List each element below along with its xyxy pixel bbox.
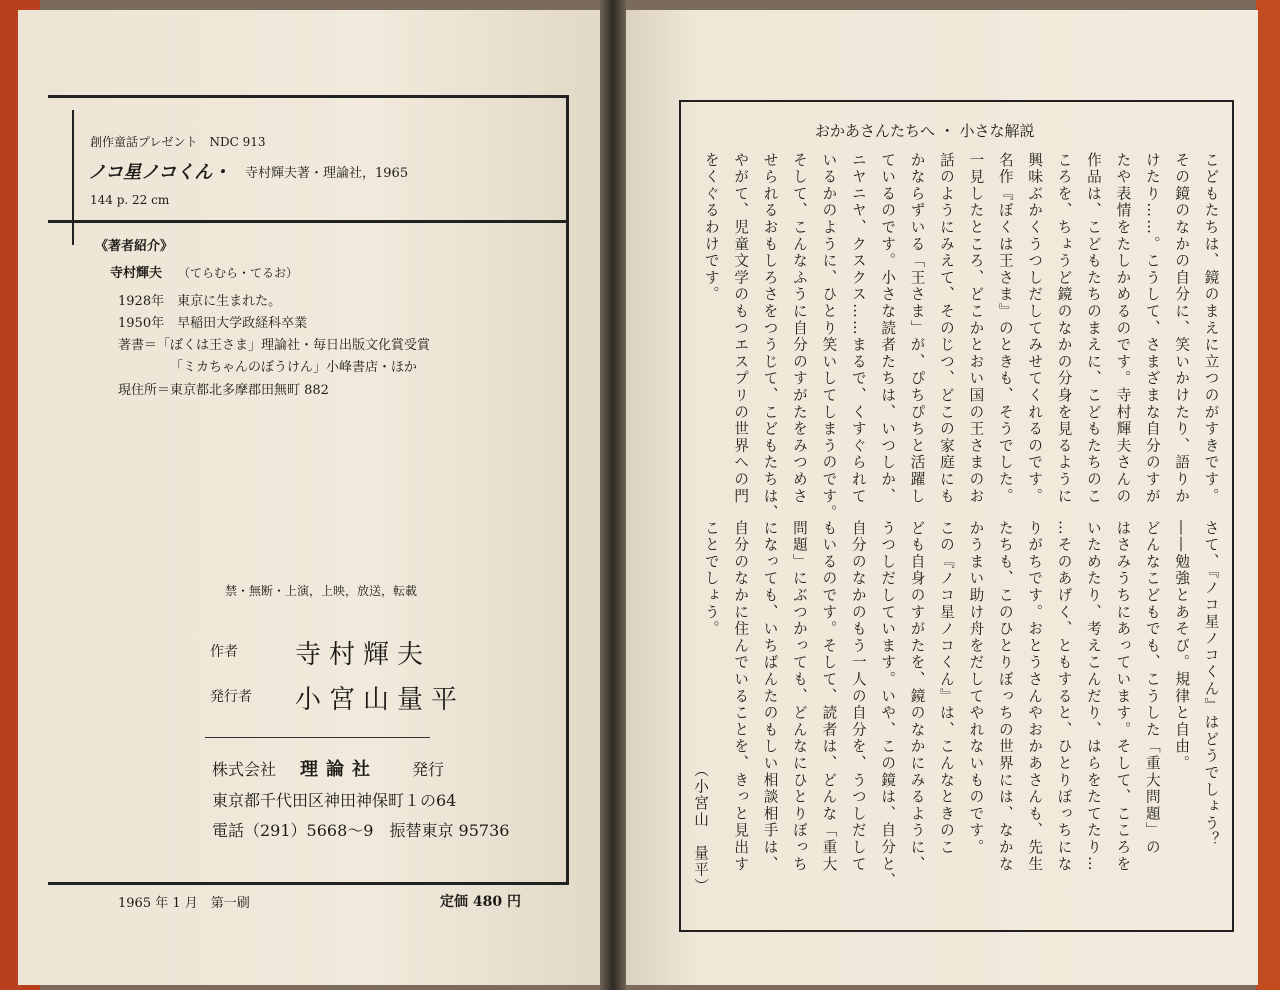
author-name: 寺村輝夫 bbox=[110, 266, 163, 281]
essay-column: さて、『ノコ星ノコくん』はどうでしょう？ bbox=[1202, 520, 1220, 849]
essay-column: いためたり、考えこんだり、はらをたてたり… bbox=[1084, 520, 1102, 873]
company-prefix: 株式会社 bbox=[212, 760, 277, 779]
essay-column: をくぐるわけです。 bbox=[702, 152, 720, 304]
company-address: 東京都千代田区神田神保町１の64 bbox=[212, 791, 457, 810]
essay-column: ているのです。小さな読者たちは、いつしか、 bbox=[879, 152, 897, 505]
essay-column: …そのあげく、ともすると、ひとりぼっちにな bbox=[1055, 520, 1073, 873]
publisher-value: 小宮山量平 bbox=[295, 685, 466, 715]
bio-line: 「ミカちゃんのぼうけん」小峰書店・ほか bbox=[170, 360, 418, 375]
bio-line: 現住所＝東京都北多摩郡田無町 882 bbox=[118, 383, 329, 398]
essay-column: はさみうちにあっています。そして、こころを bbox=[1114, 520, 1132, 873]
author-reading: （てらむら・てるお） bbox=[178, 266, 299, 280]
essay-column: かうまい助け舟をだしてやれないものです。 bbox=[967, 520, 985, 856]
company-phone: 電話（291）5668～9 振替東京 95736 bbox=[212, 821, 510, 840]
essay-column: いるかのように、ひとり笑いしてしまうのです。 bbox=[820, 152, 838, 522]
size-line: 144 p. 22 cm bbox=[90, 193, 170, 207]
author-label: 作者 bbox=[210, 644, 238, 660]
colophon-left-rule bbox=[72, 110, 74, 245]
price-line: 定価 480 円 bbox=[440, 894, 521, 910]
essay-column: 名作『ぼくは王さま』のときも、そうでした。 bbox=[996, 152, 1014, 505]
bio-line: 著書＝「ぼくは王さま」理論社・毎日出版文化賞受賞 bbox=[118, 338, 431, 353]
series-line: 創作童話プレゼント NDC 913 bbox=[90, 135, 266, 149]
essay-column: りがちです。おとうさんやおかあさんも、先生 bbox=[1026, 520, 1044, 873]
essay-column: こどもたちは、鏡のまえに立つのがすきです。 bbox=[1202, 152, 1220, 505]
essay-column: どんなこどもでも、こうした「重大問題」の bbox=[1143, 520, 1161, 856]
company-name: 理論社 bbox=[300, 759, 378, 780]
essay-column: かならずいる「王さま」が、ぴちぴちと活躍し bbox=[908, 152, 926, 505]
author-value: 寺村輝夫 bbox=[295, 640, 432, 670]
book-title: ノコ星ノコくん・ bbox=[88, 162, 231, 183]
essay-column: 自分のなかのもう一人の自分を、うつしだして bbox=[849, 520, 867, 873]
essay-column: たちも、このひとりぼっちの世界には、なかな bbox=[996, 520, 1014, 873]
essay-column: もいるのです。そして、読者は、どんな「重大 bbox=[820, 520, 838, 873]
essay-column: 興味ぶかくうつしだしてみせてくれるのです。 bbox=[1026, 152, 1044, 505]
essay-column: 自分のなかに住んでいることを、きっと見出す bbox=[732, 520, 750, 873]
essay-column: せられるおもしろさをつうじて、こどもたちは、 bbox=[761, 152, 779, 522]
book-cover-right-edge bbox=[1256, 0, 1280, 990]
essay-column: うつしだしています。いや、この鏡は、自分と、 bbox=[879, 520, 897, 890]
imprint-rule bbox=[205, 737, 430, 738]
essay-column: やがて、児童文学のもつエスプリの世界への門 bbox=[732, 152, 750, 505]
company-suffix: 発行 bbox=[412, 760, 445, 779]
essay-column: ことでしょう。 bbox=[702, 520, 720, 638]
essay-title: おかあさんたちへ ・ 小さな解説 bbox=[815, 122, 1035, 140]
essay-column: ニヤニヤ、クスクス……まるで、くすぐられて bbox=[849, 152, 867, 505]
essay-column: そして、こんなふうに自分のすがたをみつめさ bbox=[790, 152, 808, 505]
essay-column: 一見したところ、どこかとおい国の王さまのお bbox=[967, 152, 985, 505]
publisher-label: 発行者 bbox=[210, 689, 252, 705]
book-gutter bbox=[600, 0, 626, 990]
colophon-bottom-rule bbox=[48, 882, 568, 885]
colophon-top-rule bbox=[48, 95, 568, 98]
rights-notice: 禁・無断・上演，上映，放送，転載 bbox=[225, 584, 418, 598]
essay-column: この『ノコ星ノコくん』は、こんなときのこ bbox=[937, 520, 955, 856]
book-title-tail: 寺村輝夫著・理論社，1965 bbox=[245, 166, 409, 181]
essay-column: ころを、ちょうど鏡のなかの分身を見るように bbox=[1055, 152, 1073, 505]
essay-column: たや表情をたしかめるのです。寺村輝夫さんの bbox=[1114, 152, 1132, 505]
colophon-middle-rule bbox=[48, 220, 568, 223]
essay-column: ども自身のすがたを、鏡のなかにみるように、 bbox=[908, 520, 926, 873]
essay-column: 問題」にぶつかっても、どんなにひとりぼっち bbox=[790, 520, 808, 873]
essay-column: になっても、いちばんたのもしい相談相手は、 bbox=[761, 520, 779, 873]
bio-line: 1928年 東京に生まれた。 bbox=[118, 294, 282, 309]
essay-column: 話のようにみえて、そのじつ、どこの家庭にも bbox=[937, 152, 955, 505]
essay-column: その鏡のなかの自分に、笑いかけたり、語りか bbox=[1173, 152, 1191, 505]
essay-column: けたり……。こうして、さまざまな自分のすが bbox=[1143, 152, 1161, 505]
essay-signoff: （小宮山 量平） bbox=[692, 762, 709, 895]
essay-column: ――勉強とあそび。規律と自由。 bbox=[1173, 520, 1191, 772]
author-heading: 《著者紹介》 bbox=[95, 239, 174, 254]
colophon-right-rule bbox=[566, 95, 569, 885]
essay-column: 作品は、こどもたちのまえに、こどもたちのこ bbox=[1084, 152, 1102, 505]
edition-line: 1965 年 1 月 第一刷 bbox=[118, 896, 250, 911]
bio-line: 1950年 早稲田大学政経科卒業 bbox=[118, 316, 308, 331]
